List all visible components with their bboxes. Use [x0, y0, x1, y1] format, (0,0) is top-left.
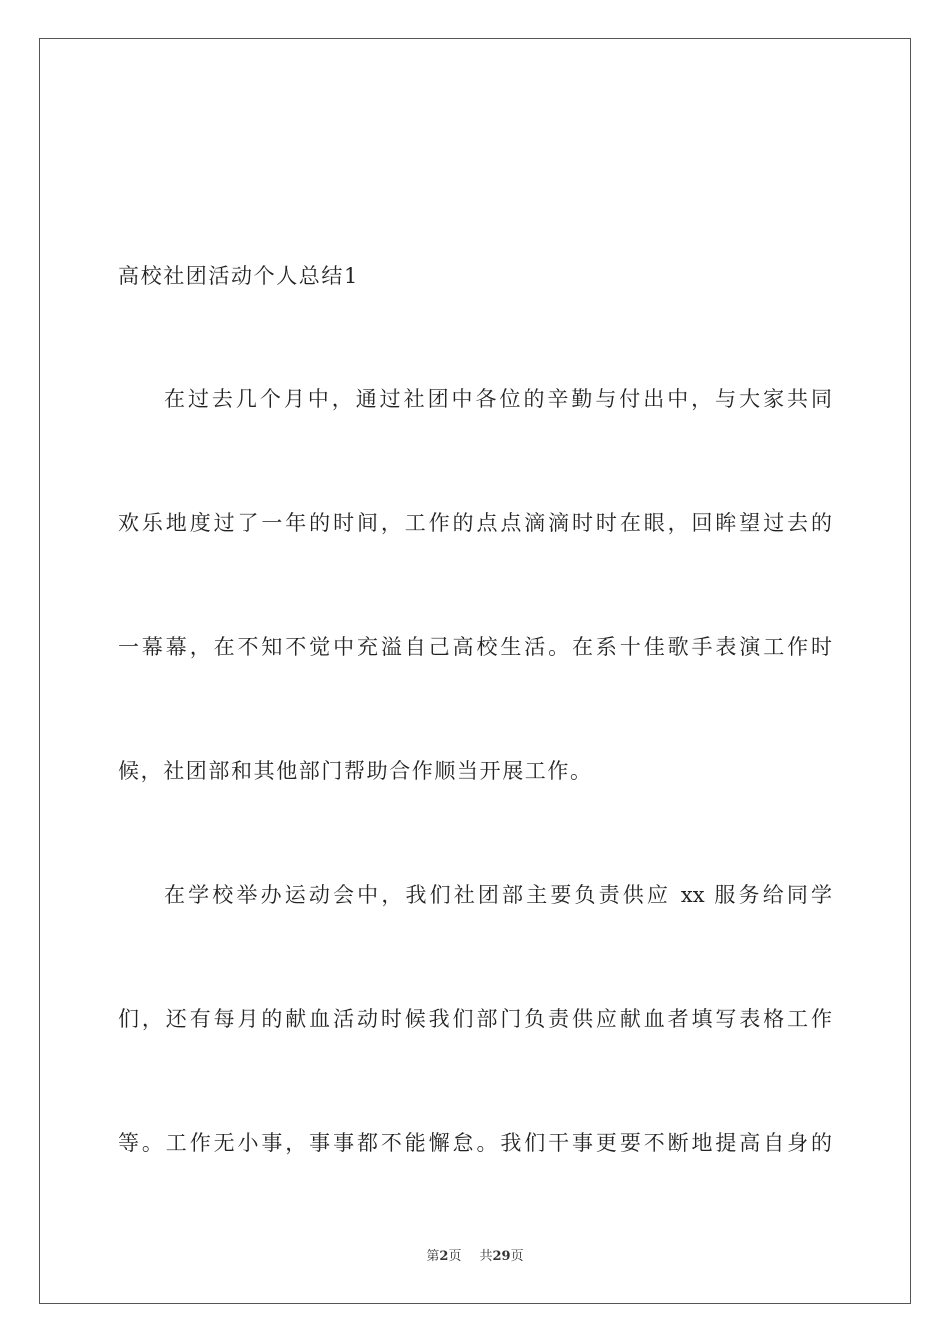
- paragraph-line-6: 们，还有每月的献血活动时候我们部门负责供应献血者填写表格工作: [118, 1007, 832, 1031]
- document-title: 高校社团活动个人总结1: [118, 264, 359, 288]
- total-prefix: 共: [479, 1249, 493, 1264]
- page-prefix: 第: [426, 1249, 440, 1264]
- paragraph-line-5: 在学校举办运动会中，我们社团部主要负责供应 xx 服务给同学: [164, 883, 832, 907]
- paragraph-line-3: 一幕幕，在不知不觉中充溢自己高校生活。在系十佳歌手表演工作时: [118, 635, 832, 659]
- paragraph-line-1: 在过去几个月中，通过社团中各位的辛勤与付出中，与大家共同: [164, 387, 832, 411]
- paragraph-line-2: 欢乐地度过了一年的时间，工作的点点滴滴时时在眼，回眸望过去的: [118, 511, 832, 535]
- total-suffix: 页: [510, 1249, 524, 1264]
- page-suffix: 页: [448, 1249, 462, 1264]
- paragraph-line-4: 候，社团部和其他部门帮助合作顺当开展工作。: [118, 759, 593, 783]
- paragraph-line-7: 等。工作无小事，事事都不能懈怠。我们干事更要不断地提高自身的: [118, 1131, 832, 1155]
- total-pages: 29: [492, 1249, 511, 1264]
- page-number: 2: [439, 1249, 449, 1264]
- page-footer: [0, 1248, 950, 1266]
- page-frame: [39, 38, 911, 1304]
